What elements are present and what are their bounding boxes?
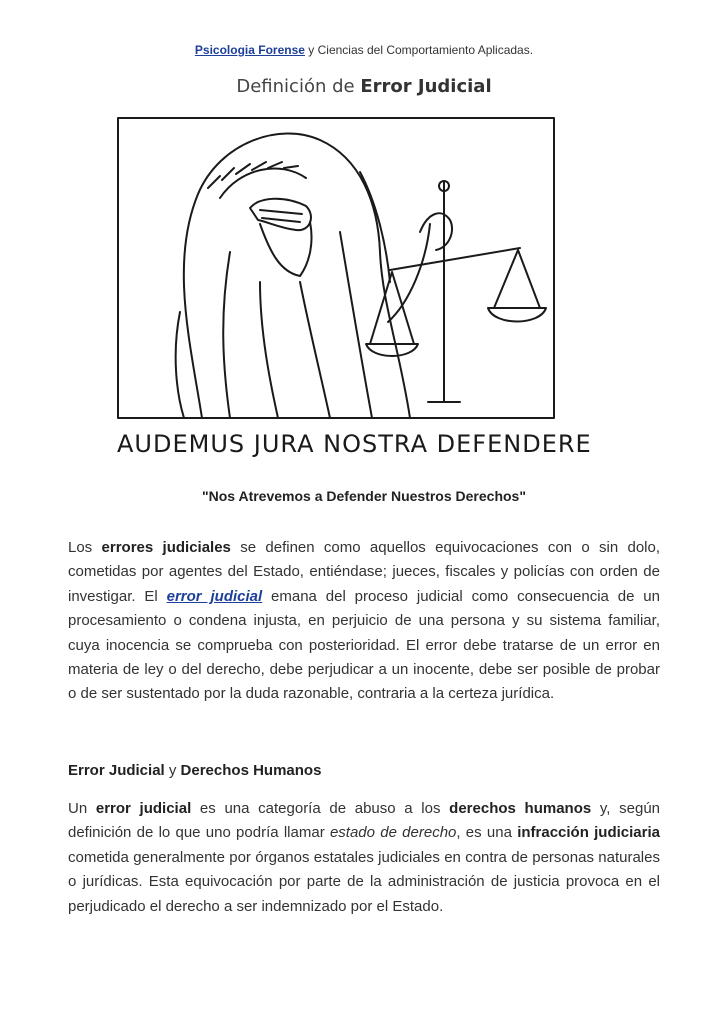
- bold-term: infracción judiciaria: [517, 824, 660, 842]
- motto-translation: "Nos Atrevemos a Defender Nuestros Derechos": [202, 488, 526, 504]
- text-run: Los: [68, 539, 102, 556]
- error-judicial-link[interactable]: error judicial: [166, 587, 263, 605]
- text-run: se definen como aquellos equivocaciones con o sin dolo, cometidas por agentes del Estado, entiéndase; jueces, fiscales y policías con orden de investigar. El: [68, 539, 661, 605]
- bold-term: error judicial: [95, 800, 192, 817]
- psicologia-forense-link[interactable]: Psicologia Forense: [194, 43, 305, 57]
- subheading-bold-2: Derechos Humanos: [180, 762, 322, 779]
- document-header: [0, 43, 728, 57]
- justice-illustration: [110, 112, 592, 474]
- bold-term: errores judiciales: [101, 539, 231, 556]
- text-run: emana del proceso judicial como consecuencia de un procesamiento o condena injusta, en perjuicio de una persona y su sistema familiar, cuya inocencia se comprueba con posterioridad. El error debe tratarse de un error en materia de ley o del derecho, debe perjudicar a un inocente, debe ser posible de probar o de ser sustentado por la duda razonable, contraria a la certeza jurídica.: [68, 587, 660, 703]
- text-run: es una categoría de abuso a los: [191, 800, 450, 817]
- paragraph-human-rights: [68, 797, 660, 919]
- page-title: [0, 76, 728, 97]
- paragraph-definition: [68, 536, 660, 707]
- latin-motto: AUDEMUS JURA NOSTRA DEFENDERE: [117, 430, 592, 458]
- italic-term: estado de derecho: [329, 824, 457, 842]
- text-run: y, según definición de lo que uno podría llamar: [68, 800, 660, 842]
- subheading-bold-1: Error Judicial: [68, 762, 165, 779]
- text-run: , es una: [456, 824, 518, 842]
- header-text: y Ciencias del Comportamiento Aplicadas.: [304, 43, 534, 57]
- subheading: [68, 759, 660, 783]
- bold-term: derechos humanos: [449, 800, 592, 817]
- text-run: y: [164, 762, 181, 779]
- text-run: Un: [68, 800, 96, 817]
- title-bold: Error Judicial: [360, 76, 492, 97]
- text-run: cometida generalmente por órganos estatales judiciales en contra de personas naturales o jurídicas. Esta equivocación por parte de la administración de justicia provoca en el perjudicado el derecho a ser indemnizado por el Estado.: [68, 848, 660, 915]
- title-prefix: Definición de: [236, 76, 361, 97]
